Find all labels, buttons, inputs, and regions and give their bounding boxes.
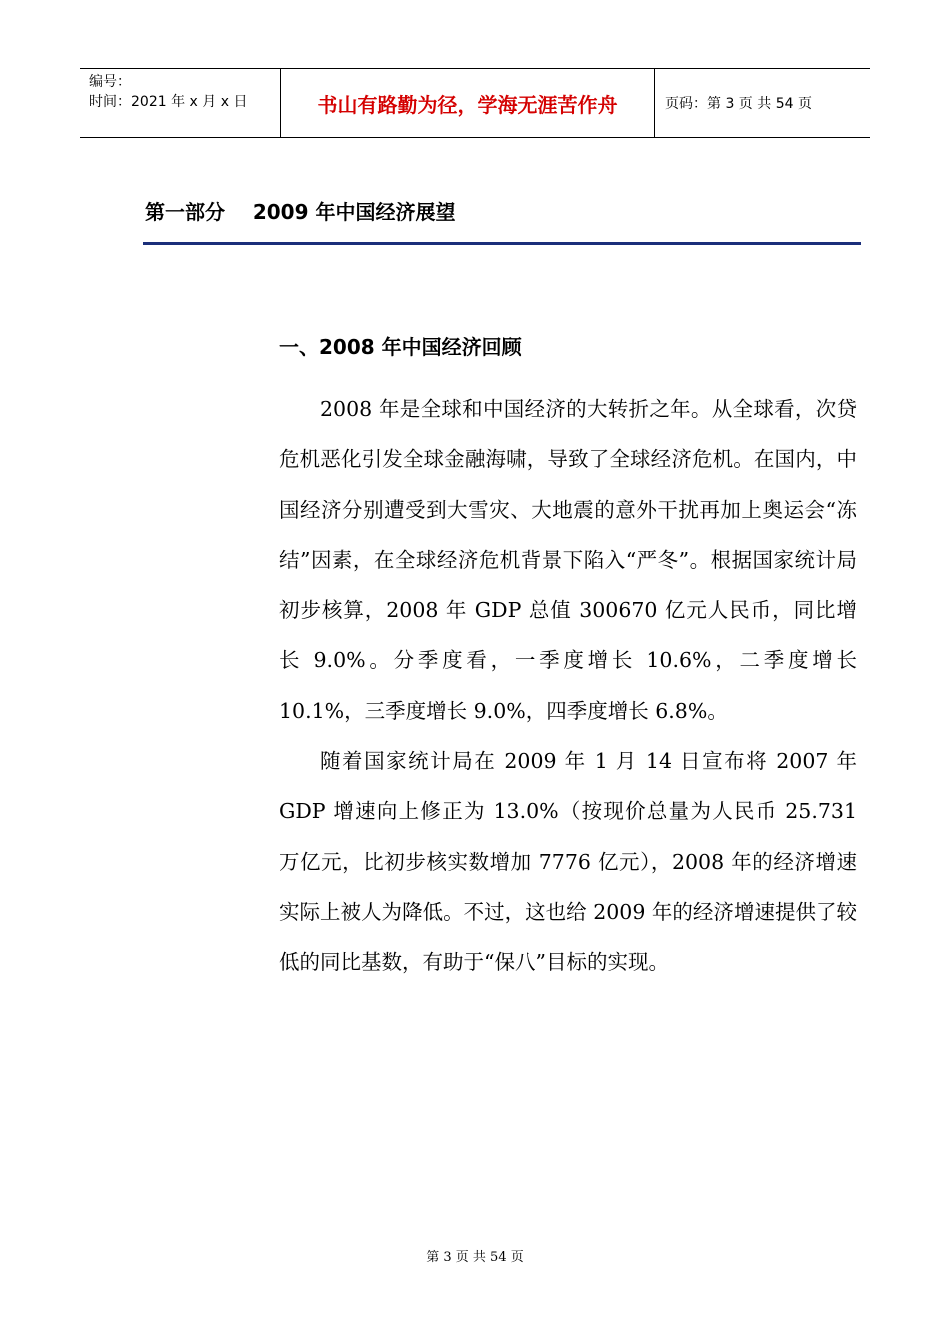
paragraph: 随着国家统计局在 2009 年 1 月 14 日宣布将 2007 年 GDP 增速向上修正为 13.0%（按现价总量为人民币 25.731 万亿元，比初步核实数增加 7776 亿元），2008 年的经济增速实际上被人为降低。不过，这也给 2009 年的经济增速提供了较低的同比基数，有助于“保八”目标的实现。: [279, 749, 857, 975]
paragraph: 2008 年是全球和中国经济的大转折之年。从全球看，次贷危机恶化引发全球金融海啸，导致了全球经济危机。在国内，中国经济分别遭受到大雪灾、大地震的意外干扰再加上奥运会“冻结”因素，在全球经济危机背景下陷入“严冬”。根据国家统计局初步核算，2008 年 GDP 总值 300670 亿元人民币，同比增长 9.0%。分季度看，一季度增长 10.6%，二季度增长 10.1%，三季度增长 9.0%，四季度增长 6.8%。: [279, 397, 857, 723]
page-footer: 第 3 页 共 54 页: [426, 1250, 524, 1265]
document-date-label: 时间：2021 年 x 月 x 日: [89, 94, 248, 110]
header-meta-cell: [80, 69, 281, 137]
body-text: [279, 384, 857, 988]
section-title: 一、2008 年中国经济回顾: [279, 335, 522, 359]
document-header: [80, 68, 870, 138]
header-page-number: 页码：第 3 页 共 54 页: [665, 96, 812, 112]
part-title: 第一部分 2009 年中国经济展望: [145, 200, 456, 224]
part-title-divider: [143, 242, 861, 245]
header-motto: 书山有路勤为径，学海无涯苦作舟: [281, 69, 655, 137]
document-number-label: 编号：: [89, 74, 131, 90]
